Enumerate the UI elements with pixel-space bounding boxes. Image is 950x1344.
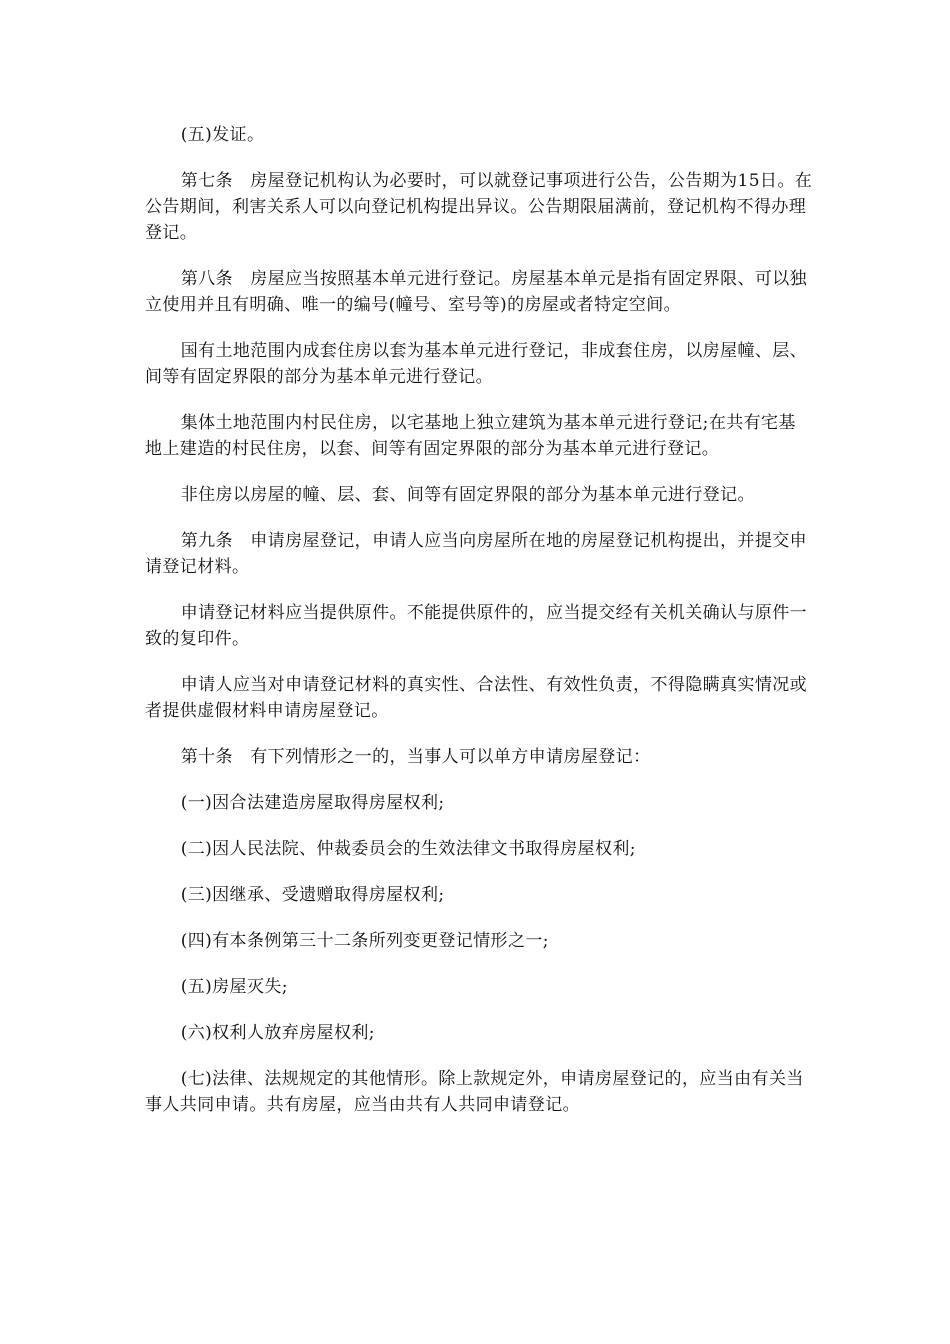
list-item-5: (五)房屋灭失;: [180, 977, 288, 997]
paragraph-item-5-issue: (五)发证。: [180, 125, 265, 145]
article-8-paragraph: 第八条 房屋应当按照基本单元进行登记。房屋基本单元是指有固定界限、可以独立使用并且有明确、唯一的编号(幢号、室号等)的房屋或者特定空间。: [145, 269, 808, 315]
article-10-paragraph: 第十条 有下列情形之一的，当事人可以单方申请房屋登记：: [180, 747, 651, 767]
list-item-3: (三)因继承、受遗赠取得房屋权利;: [180, 885, 445, 905]
document-body: [145, 122, 813, 1138]
article-7-paragraph: 第七条 房屋登记机构认为必要时，可以就登记事项进行公告，公告期为15日。在公告期间，利害关系人可以向登记机构提出异议。公告期限届满前，登记机构不得办理登记。: [145, 171, 813, 243]
original-documents-paragraph: 申请登记材料应当提供原件。不能提供原件的，应当提交经有关机关确认与原件一致的复印件。: [145, 603, 808, 649]
list-item-2: (二)因人民法院、仲裁委员会的生效法律文书取得房屋权利;: [180, 839, 636, 859]
state-land-paragraph: 国有土地范围内成套住房以套为基本单元进行登记，非成套住房，以房屋幢、层、间等有固定界限的部分为基本单元进行登记。: [145, 341, 808, 387]
non-residential-paragraph: 非住房以房屋的幢、层、套、间等有固定界限的部分为基本单元进行登记。: [180, 485, 755, 505]
applicant-responsibility-paragraph: 申请人应当对申请登记材料的真实性、合法性、有效性负责，不得隐瞒真实情况或者提供虚假材料申请房屋登记。: [145, 675, 808, 721]
article-9-paragraph: 第九条 申请房屋登记，申请人应当向房屋所在地的房屋登记机构提出，并提交申请登记材料。: [145, 531, 808, 577]
list-item-4: (四)有本条例第三十二条所列变更登记情形之一;: [180, 931, 549, 951]
list-item-7: (七)法律、法规规定的其他情形。除上款规定外，申请房屋登记的，应当由有关当事人共同申请。共有房屋，应当由共有人共同申请登记。: [145, 1069, 804, 1115]
collective-land-paragraph: 集体土地范围内村民住房，以宅基地上独立建筑为基本单元进行登记;在共有宅基地上建造的村民住房，以套、间等有固定界限的部分为基本单元进行登记。: [145, 413, 796, 459]
list-item-1: (一)因合法建造房屋取得房屋权利;: [180, 793, 445, 813]
list-item-6: (六)权利人放弃房屋权利;: [180, 1023, 375, 1043]
